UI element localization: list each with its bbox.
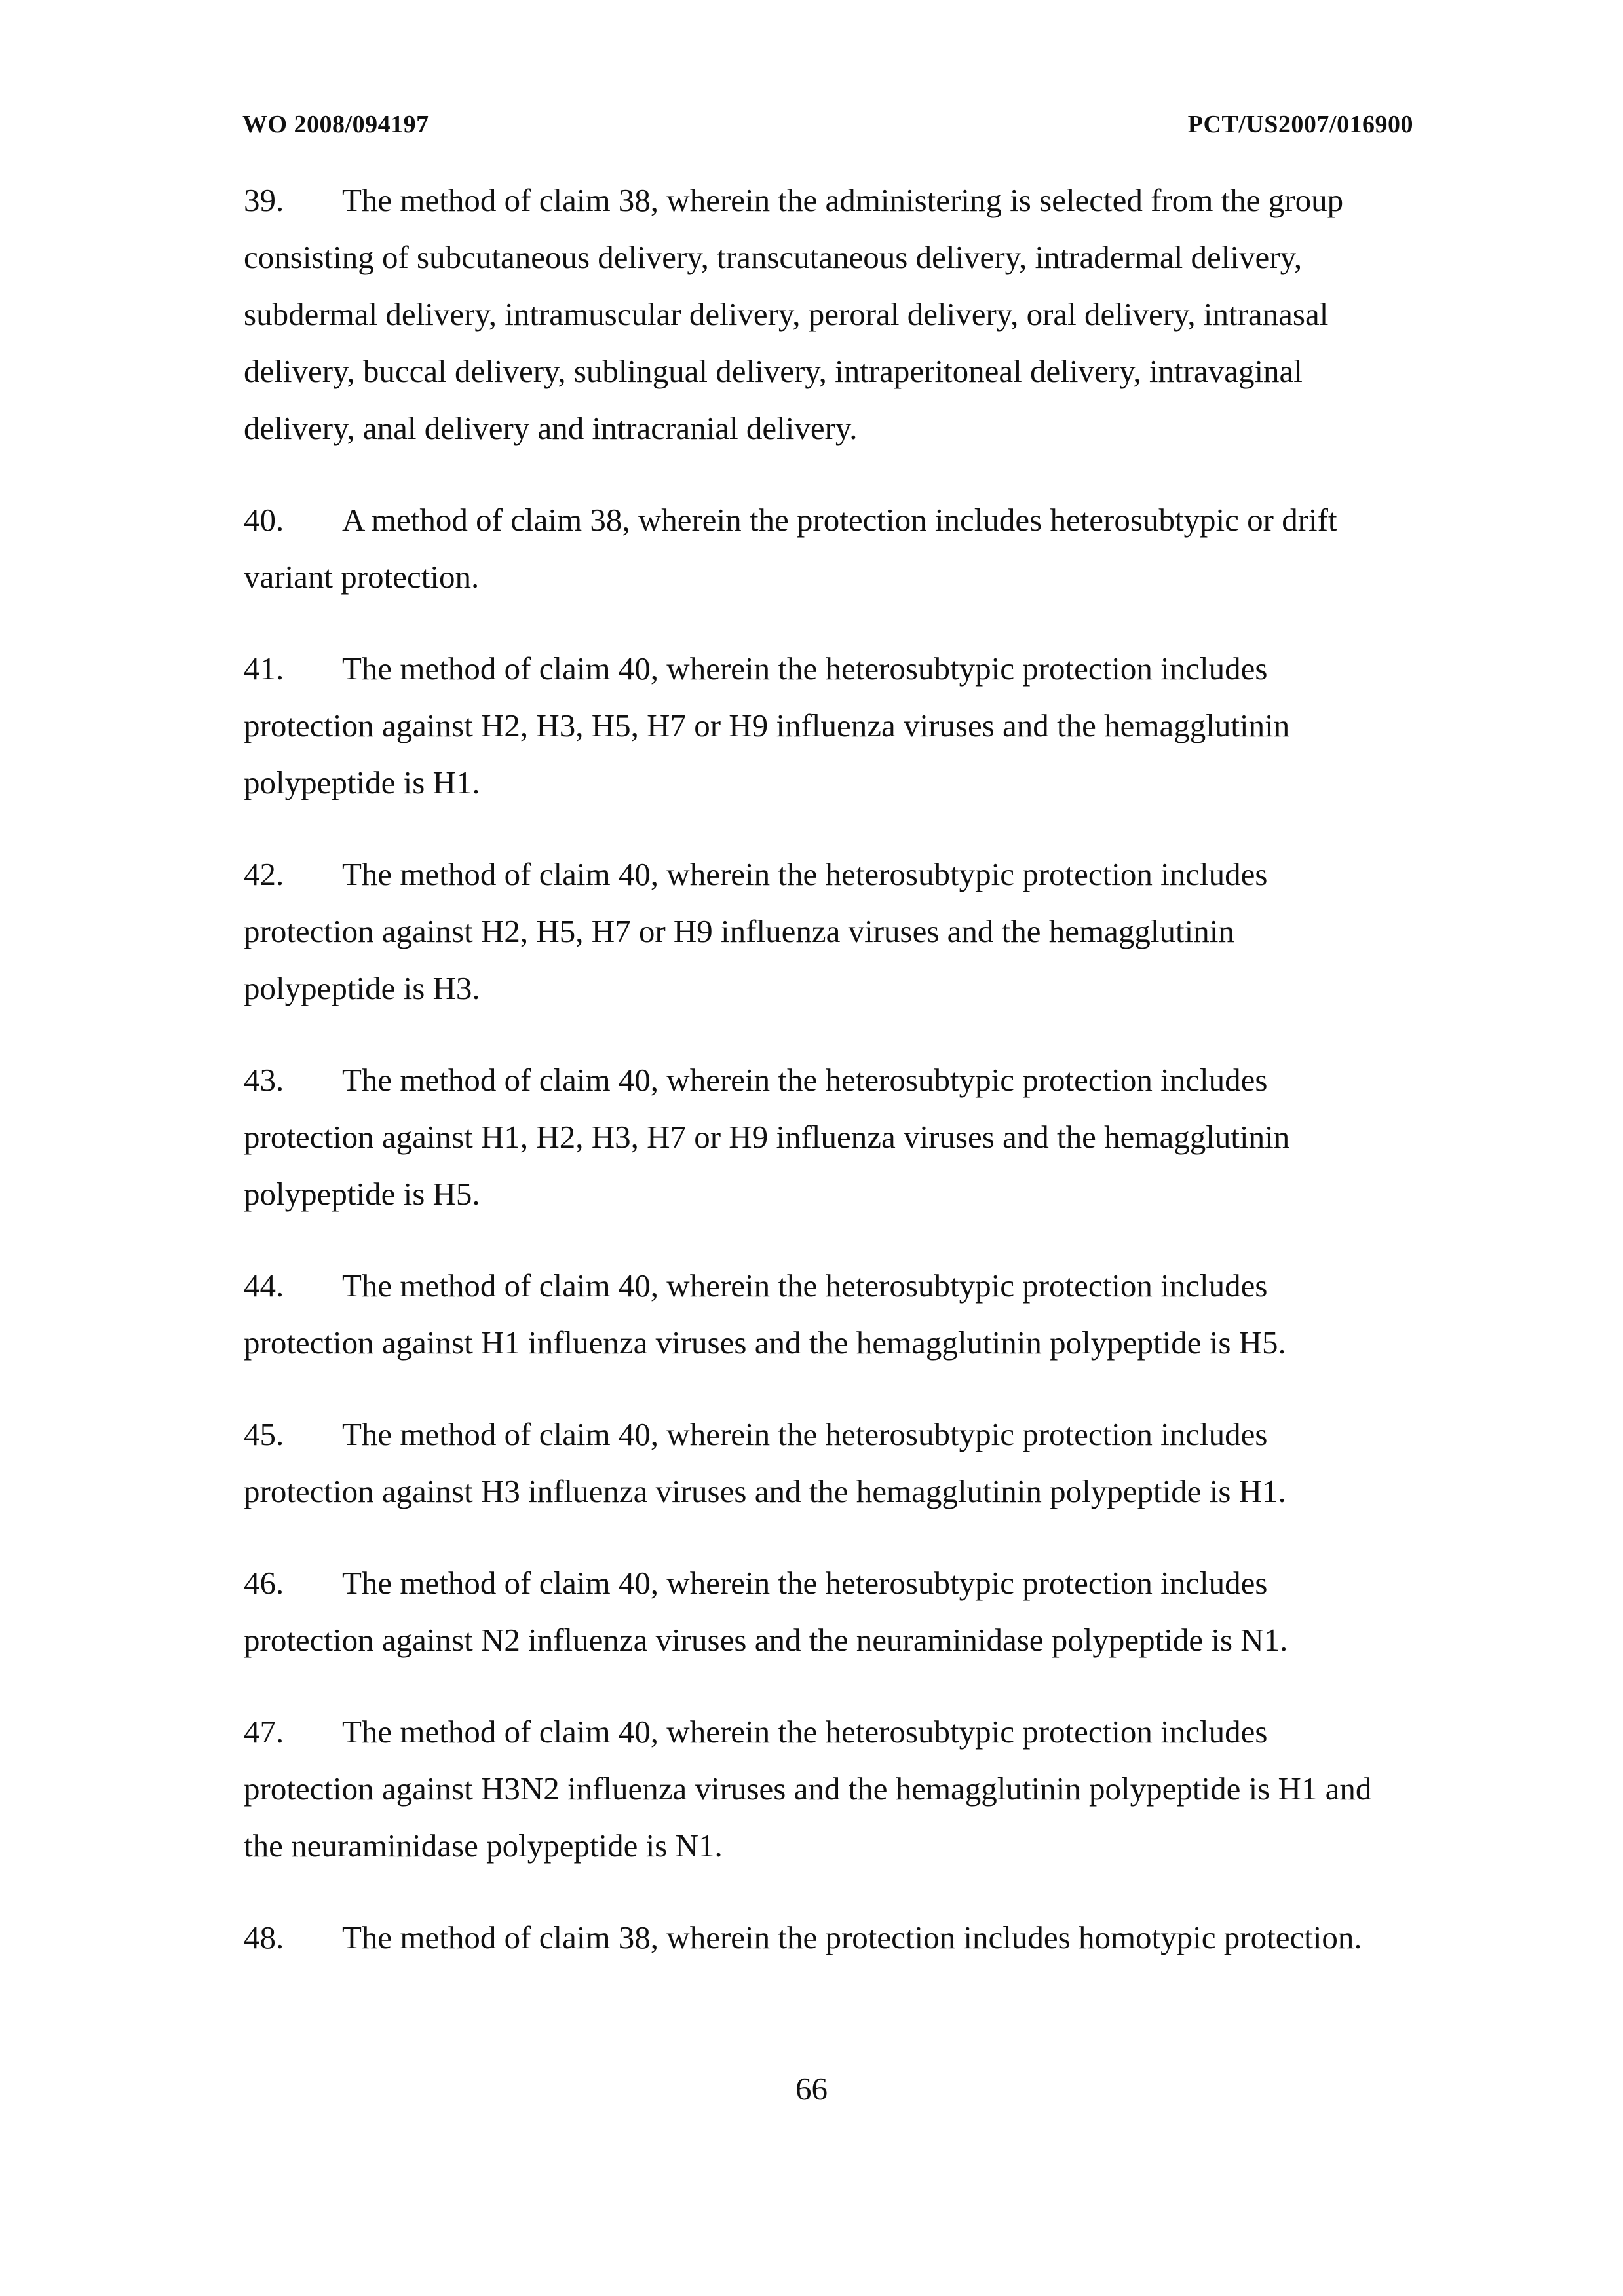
claim-48	[244, 1909, 1384, 1966]
claim-text: The method of claim 38, wherein the administering is selected from the group consisting of subcutaneous delivery, transcutaneous delivery, intradermal delivery, subdermal delivery, intramuscular delivery, peroral delivery, oral delivery, intranasal delivery, buccal delivery, sublingual delivery, intraperitoneal delivery, intravaginal delivery, anal delivery and intracranial delivery.	[244, 182, 1344, 446]
claim-number: 45.	[244, 1416, 284, 1452]
claim-41	[244, 640, 1384, 811]
claim-text: The method of claim 40, wherein the heterosubtypic protection includes protection against H3 influenza viruses and the hemagglutinin polypeptide is H1.	[244, 1416, 1286, 1509]
claim-number: 42.	[244, 856, 284, 892]
application-number: PCT/US2007/016900	[1187, 111, 1413, 138]
claim-47	[244, 1703, 1384, 1874]
claims-list	[244, 172, 1384, 2001]
page-header	[0, 110, 1623, 149]
claim-text: The method of claim 40, wherein the heterosubtypic protection includes protection against H1, H2, H3, H7 or H9 influenza viruses and the hemagglutinin polypeptide is H5.	[244, 1062, 1290, 1212]
claim-number: 44.	[244, 1268, 284, 1304]
claim-45	[244, 1406, 1384, 1520]
claim-text: The method of claim 38, wherein the protection includes homotypic protection.	[342, 1919, 1362, 1955]
claim-text: The method of claim 40, wherein the heterosubtypic protection includes protection against H2, H3, H5, H7 or H9 influenza viruses and the hemagglutinin polypeptide is H1.	[244, 650, 1290, 800]
claim-text: The method of claim 40, wherein the heterosubtypic protection includes protection against H3N2 influenza viruses and the hemagglutinin polypeptide is H1 and the neuraminidase polypeptide is N1.	[244, 1714, 1372, 1864]
claim-39	[244, 172, 1384, 457]
claim-46	[244, 1554, 1384, 1668]
claim-43	[244, 1051, 1384, 1222]
claim-number: 43.	[244, 1062, 284, 1098]
page-number: 66	[795, 2071, 828, 2107]
publication-number: WO 2008/094197	[242, 111, 429, 138]
claim-42	[244, 846, 1384, 1017]
claim-number: 47.	[244, 1714, 284, 1750]
claim-40	[244, 491, 1384, 605]
claim-number: 39.	[244, 182, 284, 218]
claim-44	[244, 1257, 1384, 1371]
claim-number: 48.	[244, 1919, 284, 1955]
claim-number: 40.	[244, 502, 284, 538]
claim-text: The method of claim 40, wherein the heterosubtypic protection includes protection against H2, H5, H7 or H9 influenza viruses and the hemagglutinin polypeptide is H3.	[244, 856, 1268, 1006]
claim-text: The method of claim 40, wherein the heterosubtypic protection includes protection against H1 influenza viruses and the hemagglutinin polypeptide is H5.	[244, 1268, 1286, 1361]
claim-number: 46.	[244, 1565, 284, 1601]
claim-text: A method of claim 38, wherein the protection includes heterosubtypic or drift variant protection.	[244, 502, 1337, 595]
claim-text: The method of claim 40, wherein the heterosubtypic protection includes protection against N2 influenza viruses and the neuraminidase polypeptide is N1.	[244, 1565, 1288, 1658]
claim-number: 41.	[244, 650, 284, 687]
